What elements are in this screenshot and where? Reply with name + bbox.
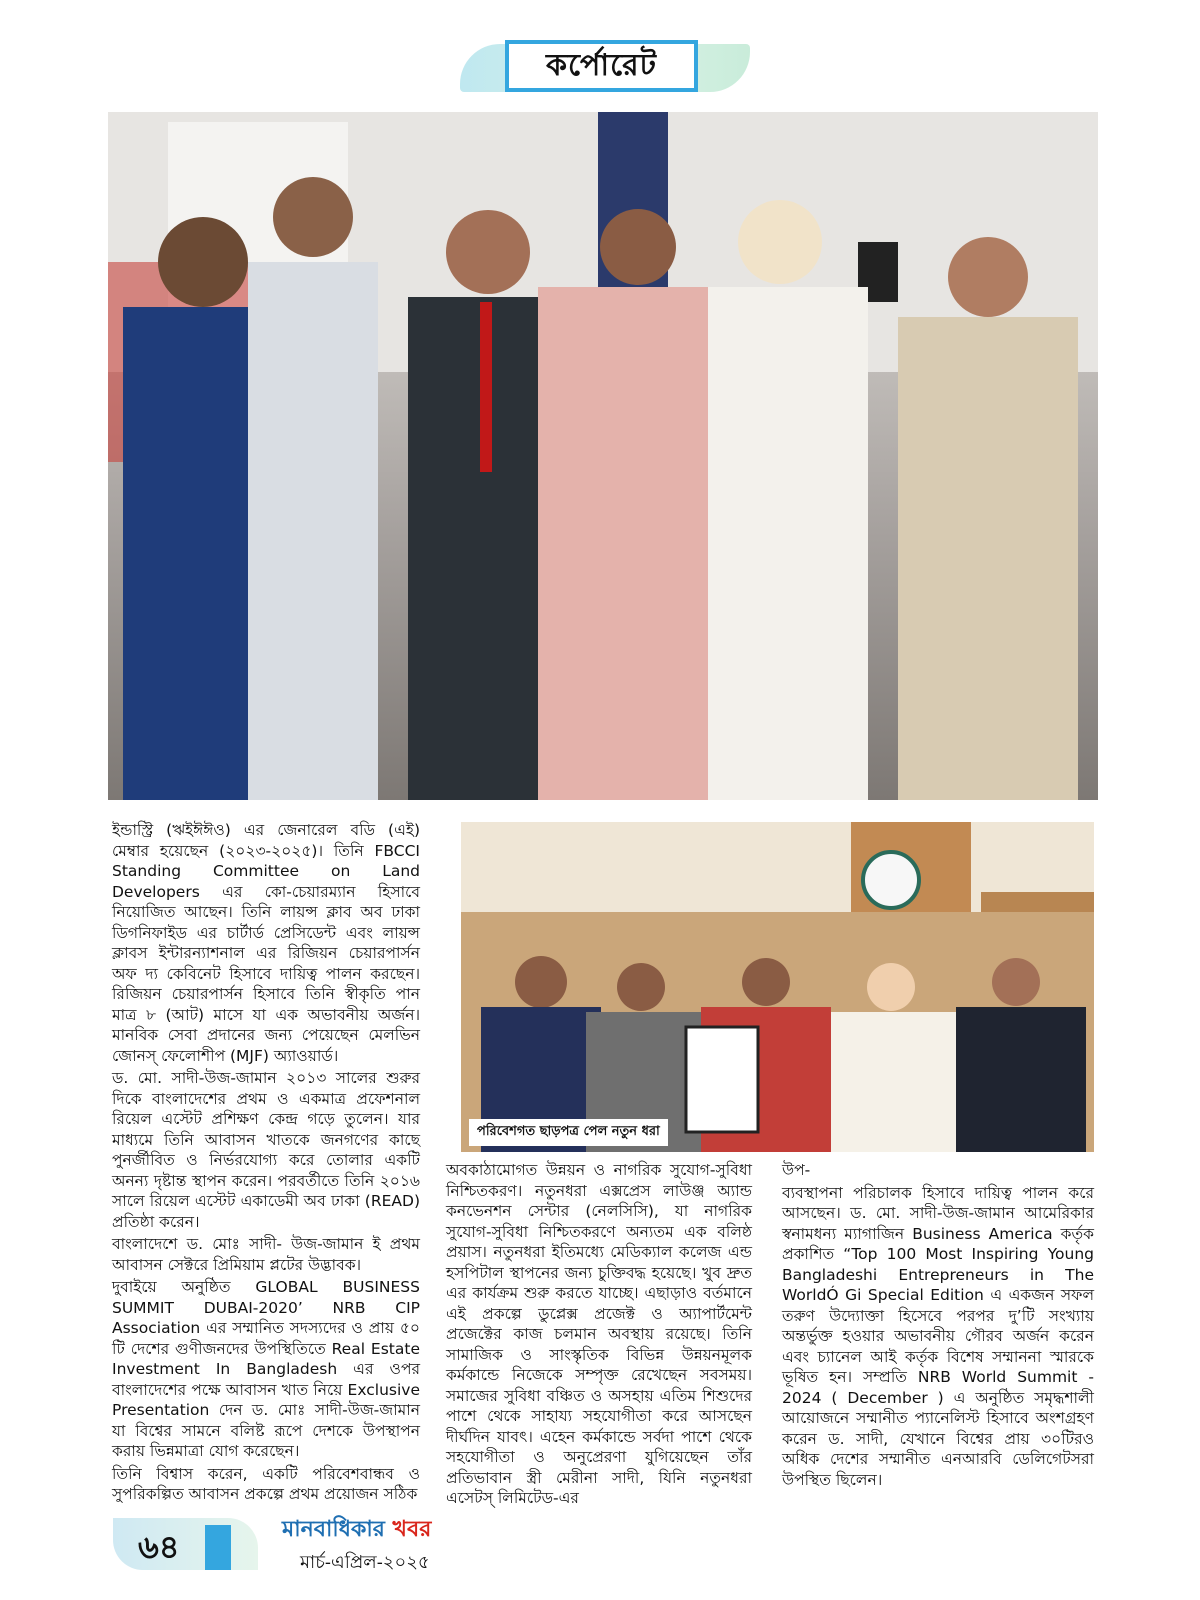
certificate-photo-illustration — [461, 822, 1094, 1152]
paragraph: তিনি বিশ্বাস করেন, একটি পরিবেশবান্ধব ও সুপরিকল্পিত আবাসন প্রকল্পে প্রথম প্রয়োজন সঠিক — [112, 1464, 420, 1503]
paragraph: ড. মো. সাদী-উজ-জামান ২০১৩ সালের শুরুর দিকে বাংলাদেশের প্রথম ও একমাত্র প্রফেশনাল রিয়েল এস্টেট প্রশিক্ষণ কেন্দ্র গড়ে তুলেন। যার মাধ্যমে তিনি আবাসন খাতকে জনগণের কাছে পুনর্জীবিত ও নির্ভরযোগ্য করে তোলার একটি অনন্য দৃষ্টান্ত স্থাপন করেন। পরবর্তীতে তিনি ২০১৬ সালে রিয়েল এস্টেট একাডেমী অব ঢাকা (READ) প্রতিষ্ঠা করেন। — [112, 1069, 420, 1231]
section-title: কর্পোরেট — [545, 47, 657, 83]
paragraph: ব্যবস্থাপনা পরিচালক হিসাবে দায়িত্ব পালন করে আসছেন। ড. মো. সাদী-উজ-জামান আমেরিকার স্বনামধন্য ম্যাগাজিন Business America কর্তৃক প্রকাশিত “Top 100 Most Inspiring Young Bangladeshi Entrepreneurs in The WorldÓ Gi Special Edition এ একজন সফল তরুণ উদ্যোক্তা হিসেবে পরপর দু’টি সংখ্যায় অন্তর্ভুক্ত হওয়ার অভাবনীয় গৌরব অর্জন করেন এবং চ্যানেল আই কর্তৃক বিশেষ সম্মাননা স্মারকে ভূষিত হন। সম্প্রতি NRB World Summit - 2024 ( December ) এ অনুষ্ঠিত সমৃদ্ধশালী আয়োজনে সম্মানীত প্যানেলিস্ট হিসাবে অংশগ্রহণ করেন ড. সাদী, যেখানে বিশ্বের প্রায় ৩০টিরও অধিক দেশের সম্মানীত এনআরবি ডেলিগেটসরা উপস্থিত ছিলেন। — [782, 1183, 1094, 1489]
group-photo-main — [108, 112, 1098, 800]
footer-accent-bar — [205, 1525, 231, 1570]
paragraph: দুবাইয়ে অনুষ্ঠিত GLOBAL BUSINESS SUMMIT DUBAI-2020’ NRB CIP Association এর সম্মানিত সদস্যদের ও প্রায় ৫০ টি দেশের গুণীজনদের উপস্থিতিতে Real Estate Investment In Bangladesh এর ওপর বাংলাদেশের পক্ষে আবাসন খাত নিয়ে Exclusive Presentation দেন ড. মোঃ সাদী-উজ-জামান যা বিশ্বের সামনে বলিষ্ট রূপে দেশকে উপস্থাপন করায় ভিন্নমাত্রা যোগ করেছেন। — [112, 1278, 420, 1460]
masthead-logo — [282, 1512, 431, 1549]
article-column-1 — [112, 820, 420, 1507]
issue-date: মার্চ-এপ্রিল-২০২৫ — [300, 1552, 430, 1573]
group-photo-certificate — [461, 822, 1094, 1152]
section-header — [505, 40, 698, 92]
footer-decoration — [113, 1518, 258, 1570]
paragraph: ইন্ডাস্ট্রি (ঋইঈঈও) এর জেনারেল বডি (এই) মেম্বার হয়েছেন (২০২৩-২০২৫)। তিনি FBCCI Standing Committee on Land Developers এর কো-চেয়ারম্যান হিসাবে নিয়োজিত আছেন। তিনি লায়ন্স ক্লাব অব ঢাকা ডিগনিফাইড এর চার্টার্ড প্রেসিডেন্ট এবং লায়ন্স ক্লাবস ইন্টারন্যাশনাল এর রিজিয়ন চেয়ারপার্সন অফ দ্য কেবিনেট হিসাবে দায়িত্ব পালন করছেন। রিজিয়ন চেয়ারপার্সন হিসাবে তিনি স্বীকৃতি পান মাত্র ৮ (আট) মাসে যা এক অভাবনীয় অর্জন। মানবিক সেবা প্রদানের জন্য পেয়েছেন মেলভিন জোনস্‌ ফেলোশীপ (MJF) অ্যাওয়ার্ড। — [112, 821, 420, 1065]
group-photo-illustration — [108, 112, 1098, 800]
masthead-part-2: খবর — [392, 1516, 432, 1542]
masthead-part-1: মানবাধিকার — [282, 1516, 385, 1542]
article-column-3 — [782, 1160, 1094, 1492]
paragraph: বাংলাদেশে ড. মোঃ সাদী- উজ-জামান ই প্রথম আবাসন সেক্টরে প্রিমিয়াম প্লটের উদ্ভাবক। — [112, 1235, 420, 1274]
page-number: ৬৪ — [138, 1528, 180, 1566]
photo-caption: পরিবেশগত ছাড়পত্র পেল নতুন ধরা — [469, 1119, 668, 1146]
article-column-2 — [446, 1160, 752, 1511]
paragraph: উপ- — [782, 1161, 811, 1179]
paragraph: অবকাঠামোগত উন্নয়ন ও নাগরিক সুযোগ-সুবিধা নিশ্চিতকরণ। নতুনধরা এক্সপ্রেস লাউঞ্জ অ্যান্ড কনভেনশন সেন্টার (নেলসিসি), যা নাগরিক সুযোগ-সুবিধা নিশ্চিতকরণে অন্যতম এক বলিষ্ঠ প্রয়াস। নতুনধরা ইতিমধ্যে মেডিক্যাল কলেজ এন্ড হসপিটাল স্থাপনের জন্য চুক্তিবদ্ধ হয়েছে। খুব দ্রুত এর কার্যক্রম শুরু করতে যাচ্ছে। এছাড়াও বর্তমানে এই প্রকল্পে ডুপ্লেক্স প্রজেক্ট ও অ্যাপার্টমেন্ট প্রজেক্টের কাজ চলমান অবস্থায় রয়েছে। তিনি সামাজিক ও সাংস্কৃতিক বিভিন্ন উন্নয়নমূলক কর্মকান্ডে নিজেকে সম্পৃক্ত রেখেছেন সবসময়। সমাজের সুবিধা বঞ্চিত ও অসহায় এতিম শিশুদের পাশে থেকে সাহায্য সহযোগীতা করে আসছেন দীর্ঘদিন যাবৎ। এহেন কর্মকান্ডে সর্বদা পাশে থেকে সহযোগীতা ও অনুপ্রেরণা যুগিয়েছেন তাঁর প্রতিভাবান স্ত্রী মেরীনা সাদী, যিনি নতুনধরা এসেটস্‌ লিমিটেড-এর — [446, 1161, 752, 1507]
